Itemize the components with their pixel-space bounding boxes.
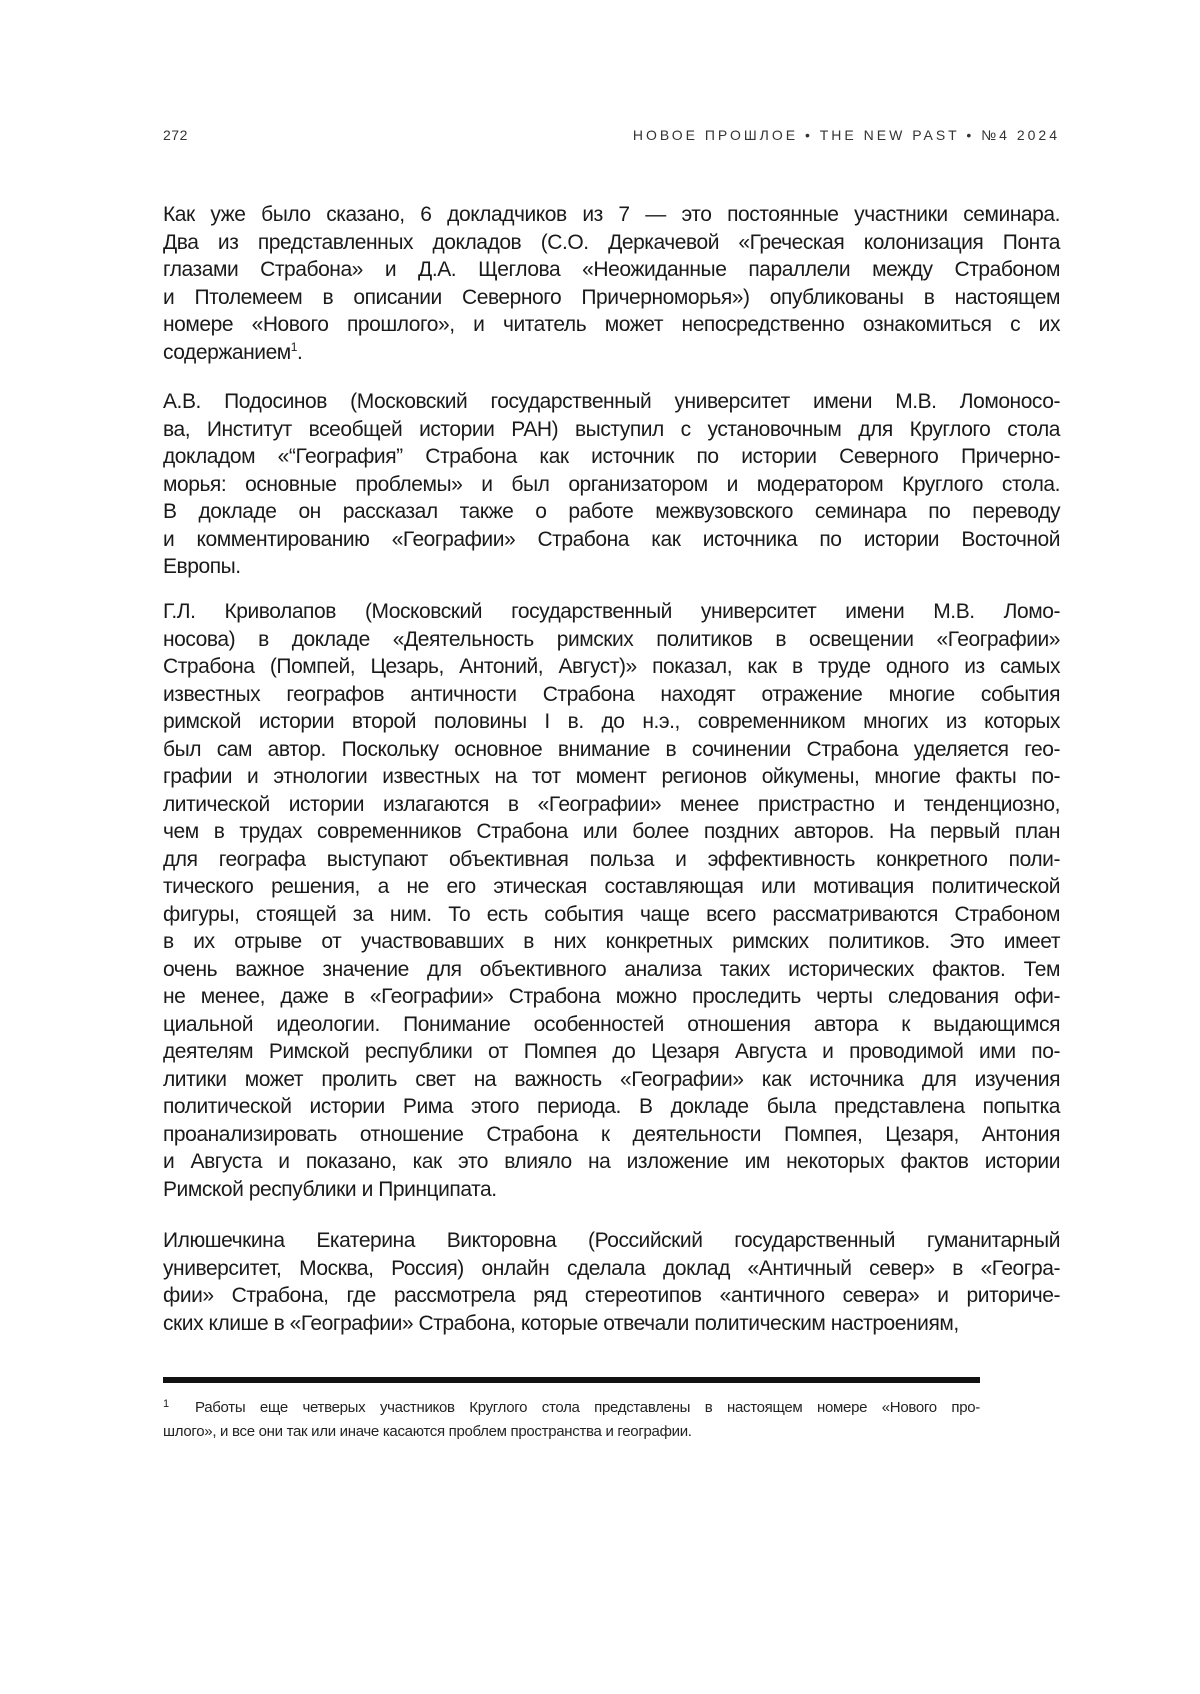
text-line: [163, 284, 1060, 312]
text-line: [163, 818, 1060, 846]
footnote-mark: 1: [163, 1396, 195, 1412]
line-text: в их отрыве от участвовавших в них конкретных римских политиков. Это имеет: [163, 930, 1060, 953]
page-number: 272: [163, 127, 188, 143]
line-text: ских клише в «Географии» Страбона, которые отвечали политическим настроениям,: [163, 1312, 959, 1335]
text-line: [163, 311, 1060, 339]
line-text: чем в трудах современников Страбона или более поздних авторов. На первый план: [163, 820, 1060, 843]
footnote: [163, 1396, 980, 1444]
footnote-line: [163, 1420, 980, 1444]
line-text: известных географов античности Страбона находят отражение многие события: [163, 683, 1060, 706]
line-text: глазами Страбона» и Д.А. Щеглова «Неожиданные параллели между Страбоном: [163, 258, 1060, 281]
line-text: тического решения, а не его этическая составляющая или мотивация политической: [163, 875, 1060, 898]
text-line: [163, 1310, 1060, 1338]
footnote-ref: 1: [291, 340, 297, 354]
text-line: [163, 388, 1060, 416]
line-text: и Августа и показано, как это влияло на изложение им некоторых фактов истории: [163, 1150, 1060, 1173]
line-text: содержанием: [163, 341, 291, 364]
line-text: не менее, даже в «Географии» Страбона можно проследить черты следования офи-: [163, 985, 1060, 1008]
running-header: НОВОЕ ПРОШЛОЕ • THE NEW PAST • №4 2024: [633, 127, 1060, 143]
text-line: [163, 201, 1060, 229]
text-line: [163, 873, 1060, 901]
text-line: [163, 443, 1060, 471]
text-line: [163, 1011, 1060, 1039]
text-line: [163, 1227, 1060, 1255]
text-line: [163, 498, 1060, 526]
text-line: [163, 339, 1060, 367]
text-line: [163, 681, 1060, 709]
text-line: [163, 1093, 1060, 1121]
line-text: ва, Институт всеобщей истории РАН) выступил с установочным для Круглого стола: [163, 418, 1060, 441]
text-line: [163, 1176, 1060, 1204]
line-text: и комментированию «Географии» Страбона как источника по истории Восточной: [163, 528, 1060, 551]
footnote-text: Работы еще четверых участников Круглого стола представлены в настоящем номере «Нового про-: [195, 1399, 980, 1416]
text-line: [163, 653, 1060, 681]
text-line: [163, 1255, 1060, 1283]
footnote-text: шлого», и все они так или иначе касаются проблем пространства и географии.: [163, 1423, 692, 1440]
text-line: [163, 928, 1060, 956]
line-text: был сам автор. Поскольку основное внимание в сочинении Страбона уделяется гео-: [163, 738, 1060, 761]
footnote-line: [163, 1396, 980, 1420]
line-text: римской истории второй половины I в. до н.э., современником многих из которых: [163, 710, 1060, 733]
paragraph-1: [163, 201, 1060, 366]
line-text: Как уже было сказано, 6 докладчиков из 7 — это постоянные участники семинара.: [163, 203, 1060, 226]
text-line: [163, 229, 1060, 257]
line-text: В докладе он рассказал также о работе межвузовского семинара по переводу: [163, 500, 1060, 523]
line-tail: .: [297, 341, 302, 364]
paragraph-3: [163, 598, 1060, 1203]
text-line: [163, 1148, 1060, 1176]
text-line: [163, 626, 1060, 654]
text-line: [163, 901, 1060, 929]
line-text: университет, Москва, Россия) онлайн сделала доклад «Античный север» в «Геогра-: [163, 1257, 1060, 1280]
line-text: и Птолемеем в описании Северного Причерноморья») опубликованы в настоящем: [163, 286, 1060, 309]
text-line: [163, 598, 1060, 626]
line-text: А.В. Подосинов (Московский государственный университет имени М.В. Ломоносо-: [163, 390, 1060, 413]
text-line: [163, 1121, 1060, 1149]
line-text: фии» Страбона, где рассмотрела ряд стереотипов «античного севера» и риториче-: [163, 1284, 1060, 1307]
line-text: докладом «“География” Страбона как источник по истории Северного Причерно-: [163, 445, 1060, 468]
text-line: [163, 763, 1060, 791]
text-line: [163, 791, 1060, 819]
text-line: [163, 983, 1060, 1011]
line-text: циальной идеологии. Понимание особенностей отношения автора к выдающимся: [163, 1013, 1060, 1036]
line-text: графии и этнологии известных на тот момент регионов ойкумены, многие факты по-: [163, 765, 1060, 788]
line-text: Два из представленных докладов (С.О. Деркачевой «Греческая колонизация Понта: [163, 231, 1060, 254]
text-line: [163, 956, 1060, 984]
line-text: литики может пролить свет на важность «Географии» как источника для изучения: [163, 1068, 1060, 1091]
footnote-divider: [163, 1377, 980, 1383]
text-line: [163, 416, 1060, 444]
line-text: Римской республики и Принципата.: [163, 1178, 497, 1201]
text-line: [163, 846, 1060, 874]
line-text: Илюшечкина Екатерина Викторовна (Российский государственный гуманитарный: [163, 1229, 1060, 1252]
line-text: морья: основные проблемы» и был организатором и модератором Круглого стола.: [163, 473, 1060, 496]
text-line: [163, 1282, 1060, 1310]
line-text: Страбона (Помпей, Цезарь, Антоний, Август)» показал, как в труде одного из самых: [163, 655, 1060, 678]
text-line: [163, 1038, 1060, 1066]
line-text: литической истории излагаются в «Географии» менее пристрастно и тенденциозно,: [163, 793, 1060, 816]
line-text: политической истории Рима этого периода. В докладе была представлена попытка: [163, 1095, 1060, 1118]
line-text: Г.Л. Криволапов (Московский государственный университет имени М.В. Ломо-: [163, 600, 1060, 623]
text-line: [163, 1066, 1060, 1094]
line-text: очень важное значение для объективного анализа таких исторических фактов. Тем: [163, 958, 1060, 981]
text-line: [163, 526, 1060, 554]
text-line: [163, 471, 1060, 499]
line-text: номере «Нового прошлого», и читатель может непосредственно ознакомиться с их: [163, 313, 1060, 336]
line-text: Европы.: [163, 555, 241, 578]
paragraph-2: [163, 388, 1060, 581]
line-text: для географа выступают объективная польза и эффективность конкретного поли-: [163, 848, 1060, 871]
text-line: [163, 553, 1060, 581]
paragraph-4: [163, 1227, 1060, 1337]
text-line: [163, 708, 1060, 736]
line-text: фигуры, стоящей за ним. То есть события чаще всего рассматриваются Страбоном: [163, 903, 1060, 926]
text-line: [163, 736, 1060, 764]
line-text: проанализировать отношение Страбона к деятельности Помпея, Цезаря, Антония: [163, 1123, 1060, 1146]
line-text: деятелям Римской республики от Помпея до Цезаря Августа и проводимой ими по-: [163, 1040, 1060, 1063]
text-line: [163, 256, 1060, 284]
line-text: носова) в докладе «Деятельность римских политиков в освещении «Географии»: [163, 628, 1060, 651]
